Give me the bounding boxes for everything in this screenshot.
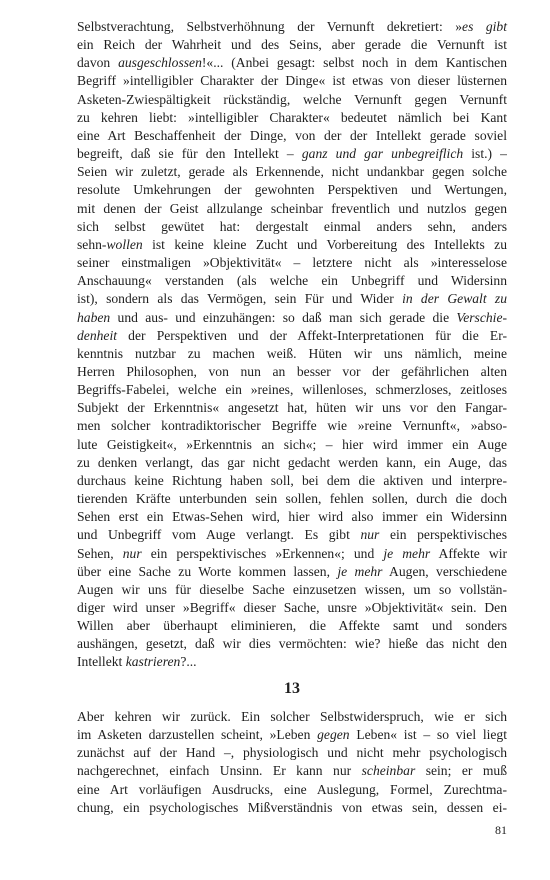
text-run: ein perspektivisches »Erkennen«; und	[141, 545, 384, 561]
text-run: und Unbegriff vom Auge verlangt. Es gibt	[77, 527, 361, 543]
text-run: sein; er muß	[415, 763, 507, 779]
body-paragraph-1	[77, 18, 507, 672]
text-run: Seien wir zuletzt, gerade als Erkennende, nicht undankbar gegen solche	[77, 164, 507, 180]
text-run: resolute Umkehrungen der gewohnten Perspektiven und Wertungen,	[77, 182, 507, 198]
text-line	[77, 617, 507, 635]
text-run: mit denen der Geist allzulange scheinbar freventlich und nutzlos gegen	[77, 200, 507, 216]
text-run: aushängen, gesetzt, daß wir dies vermöchten: wie? hieße das nicht den	[77, 636, 507, 652]
text-run: seiner einstmaligen »Objektivität« – letztere nicht als »interesselose	[77, 255, 507, 271]
text-run: ein Reich der Wahrheit und des Seins, aber gerade die Vernunft ist	[77, 37, 507, 53]
text-run: nachgerechnet, einfach Unsinn. Er kann nur	[77, 763, 362, 779]
text-run: Augen wir uns für dieselbe Sache einzusetzen wissen, um so vollstän-	[77, 581, 507, 597]
text-run: chung, ein psychologisches Mißverständnis von etwas sein, dessen ei-	[77, 799, 507, 815]
text-line	[77, 145, 507, 163]
text-run: Anschauung« verstanden (als welche ein Unbegriff und Widersinn	[77, 273, 507, 289]
text-line	[77, 563, 507, 581]
text-run: eine Art vorläufigen Ausdrucks, eine Auslegung, Formel, Zurechtma-	[77, 781, 507, 797]
text-run: Augen, verschiedene	[382, 563, 507, 579]
text-run: Asketen-Zwiespältigkeit rückständig, welche Vernunft gegen Vernunft	[77, 91, 507, 107]
text-line	[77, 781, 507, 799]
text-line	[77, 653, 507, 671]
text-line	[77, 54, 507, 72]
text-run: diger wird unser »Begriff« dieser Sache, unsre »Objektivität« sein. Den	[77, 600, 507, 615]
text-line	[77, 127, 507, 145]
text-line	[77, 399, 507, 417]
text-run: lute Geistigkeit«, »Erkenntnis an sich«; – hier wird immer ein Auge	[77, 436, 507, 452]
text-line	[77, 345, 507, 363]
text-line	[77, 327, 507, 345]
text-line	[77, 72, 507, 90]
text-run: Sehen erst ein Etwas-Sehen wird, hier wird also immer ein Widersinn	[77, 509, 507, 525]
text-run: ein perspektivisches	[379, 527, 507, 543]
text-line	[77, 36, 507, 54]
text-line	[77, 218, 507, 236]
italic-run: haben	[77, 309, 111, 325]
text-line	[77, 490, 507, 508]
text-run: men solcher kontradiktorischer Begriffe wie »reine Vernunft«, »abso-	[77, 418, 507, 434]
text-line	[77, 526, 507, 544]
text-line	[77, 436, 507, 454]
text-run: Begriff »intelligibler Charakter der Dinge« ist etwas von dieser lüsternen	[77, 73, 507, 89]
text-run: begreift, daß sie für den Intellekt –	[77, 146, 302, 162]
italic-run: Verschie-	[456, 309, 507, 325]
text-run: der Perspektiven und der Affekt-Interpretationen für die Er-	[117, 327, 507, 343]
text-line	[77, 545, 507, 563]
italic-run: je mehr	[337, 563, 383, 579]
text-line	[77, 726, 507, 744]
italic-run: es gibt	[462, 19, 508, 34]
text-run: Willen aber überhaupt eliminieren, die Affekte samt und sonders	[77, 618, 507, 634]
text-run: zunächst auf der Hand –, physiologisch und nicht mehr psychologisch	[77, 745, 507, 761]
text-line	[77, 454, 507, 472]
text-line	[77, 744, 507, 762]
text-line	[77, 18, 507, 36]
text-run: zu denken verlangt, das gar nicht gedacht werden kann, ein Auge, das	[77, 454, 507, 470]
text-line	[77, 381, 507, 399]
text-line	[77, 309, 507, 327]
text-run: Sehen,	[77, 545, 123, 561]
text-line	[77, 236, 507, 254]
italic-run: ganz und gar unbegreiflich	[301, 146, 464, 162]
text-run: ist), sondern als das Vermögen, sein Für und Wider	[77, 291, 403, 307]
text-line	[77, 163, 507, 181]
text-line	[77, 272, 507, 290]
text-run: tierenden Kräfte unterbunden sein sollen, fehlen sollen, durch die doch	[77, 491, 507, 507]
text-line	[77, 599, 507, 617]
text-run: über eine Sache zu Worte kommen lassen,	[77, 563, 338, 579]
text-run: Begriffs-Fabelei, welche ein »reines, willenloses, schmerzloses, zeitloses	[77, 382, 507, 398]
text-line	[77, 200, 507, 218]
text-run: im Asketen darzustellen scheint, »Leben	[77, 727, 318, 743]
italic-run: nur	[360, 527, 380, 543]
text-run: eine Art Beschaffenheit der Dinge, von der der Intellekt gerade soviel	[77, 127, 507, 143]
italic-run: scheinbar	[361, 763, 416, 779]
italic-run: wollen	[106, 236, 143, 252]
text-run: Selbstverachtung, Selbstverhöhnung der Vernunft dekretiert: »	[77, 19, 463, 34]
text-run: ist keine kleine Zucht und Vorbereitung des Intellekts zu	[142, 236, 507, 252]
text-line	[77, 290, 507, 308]
text-line	[77, 417, 507, 435]
text-run: Intellekt	[77, 654, 126, 670]
text-run: Leben« ist – so viel liegt	[349, 727, 507, 743]
text-line	[77, 799, 507, 817]
text-line	[77, 181, 507, 199]
text-line	[77, 508, 507, 526]
text-line	[77, 708, 507, 726]
text-run: und aus- und einzuhängen: so daß man sich gerade die	[110, 309, 457, 325]
body-paragraph-2	[77, 708, 507, 817]
text-run: !«... (Anbei gesagt: selbst noch in dem Kantischen	[201, 55, 507, 71]
text-run: Subjekt der Erkenntnis« angesetzt hat, hüten wir uns vor den Fangar-	[77, 400, 507, 416]
text-run: kenntnis nutzbar zu machen weiß. Hüten wir uns nämlich, meine	[77, 345, 507, 361]
text-line	[77, 109, 507, 127]
page-number: 81	[495, 823, 507, 837]
text-run: sich selbst gewütet hat: dergestalt einmal anders sehn, anders	[77, 218, 507, 234]
text-line	[77, 762, 507, 780]
text-line	[77, 363, 507, 381]
text-run: davon	[77, 55, 119, 71]
text-run: durchaus keine Richtung haben soll, bei dem die aktiven und interpre-	[77, 472, 507, 488]
text-line	[77, 635, 507, 653]
italic-run: kastrieren	[125, 654, 181, 670]
text-line	[77, 472, 507, 490]
text-run: Herren Philosophen, von nun an besser vor der gefährlichen alten	[77, 363, 507, 379]
italic-run: ausgeschlossen	[118, 55, 202, 71]
text-run: zu kehren liebt: »intelligibler Charakter« bedeutet nämlich bei Kant	[77, 109, 507, 125]
text-run: Aber kehren wir zurück. Ein solcher Selbstwiderspruch, wie er sich	[77, 709, 507, 724]
italic-run: denheit	[77, 327, 118, 343]
italic-run: gegen	[317, 727, 350, 743]
text-line	[77, 581, 507, 599]
italic-run: nur	[122, 545, 142, 561]
text-run: ist.) –	[463, 146, 507, 162]
text-run: sehn-	[77, 236, 107, 252]
text-run: ?...	[180, 654, 197, 670]
text-line	[77, 91, 507, 109]
text-run: Affekte wir	[430, 545, 507, 561]
italic-run: in der Gewalt zu	[402, 291, 507, 307]
italic-run: je mehr	[383, 545, 431, 561]
section-heading: 13	[284, 680, 300, 697]
text-line	[77, 254, 507, 272]
